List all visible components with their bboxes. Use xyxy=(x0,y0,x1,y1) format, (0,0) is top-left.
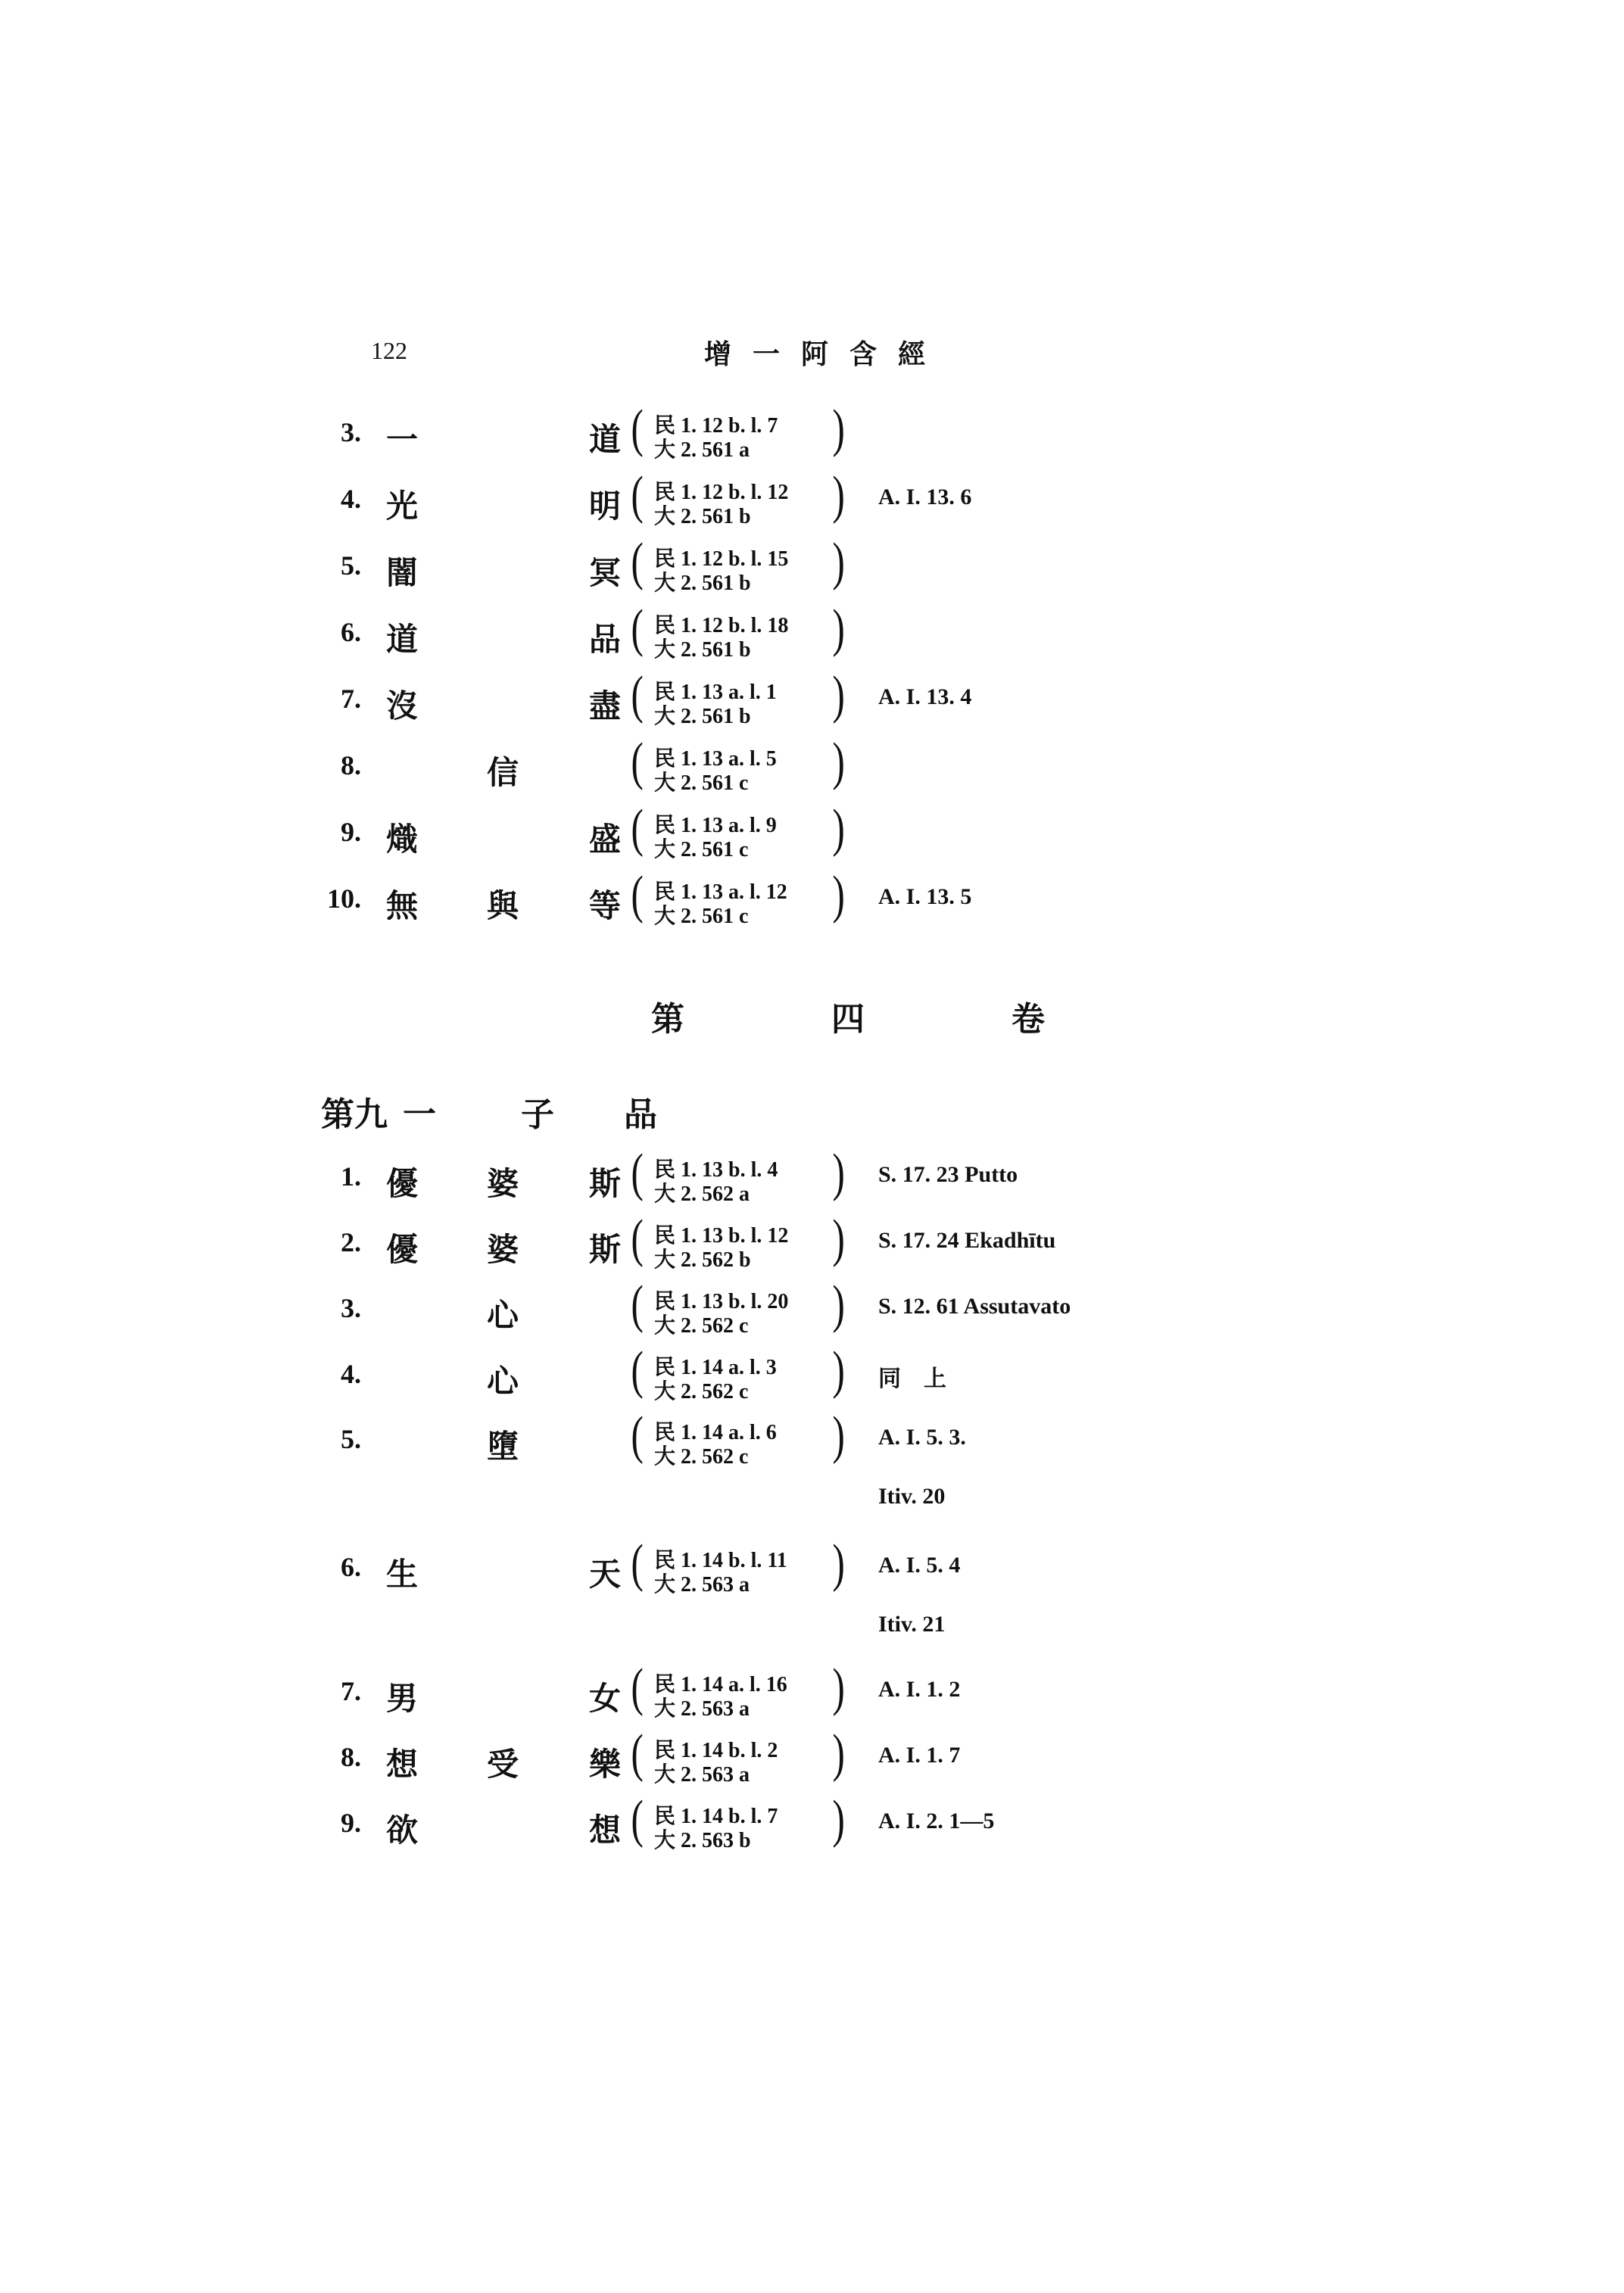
reference-line: 大 2. 563 a xyxy=(654,1573,750,1597)
entry-title-char: 光 xyxy=(386,488,419,525)
entry-row xyxy=(0,1144,1624,1206)
volume-heading xyxy=(651,992,1045,1040)
reference-line: 民 1. 13 b. l. 4 xyxy=(654,1158,778,1182)
bracket-right: ) xyxy=(832,866,845,924)
entry-number: 3. xyxy=(341,1293,361,1323)
bracket-right: ) xyxy=(832,533,845,591)
reference-line: 民 1. 13 a. l. 5 xyxy=(654,747,777,771)
pali-parallel: S. 12. 61 Assutavato xyxy=(878,1294,1071,1319)
chapter-heading-char: 品 xyxy=(624,1095,657,1134)
entry-title-char: 熾 xyxy=(386,821,419,858)
entry-number: 4. xyxy=(341,484,361,514)
bracket-right: ) xyxy=(832,799,845,858)
reference-line: 民 1. 14 b. l. 2 xyxy=(654,1739,778,1762)
entry-title-char: 道 xyxy=(589,421,622,458)
source-reference xyxy=(631,400,853,462)
entry-row xyxy=(0,733,1624,795)
entry-title-char: 道 xyxy=(386,621,419,658)
entry-row xyxy=(0,1724,1624,1787)
entry-row xyxy=(0,1341,1624,1404)
reference-line: 大 2. 561 b xyxy=(654,505,751,528)
reference-line: 民 1. 12 b. l. 18 xyxy=(654,614,789,637)
source-reference xyxy=(631,1790,853,1852)
reference-line: 民 1. 13 a. l. 12 xyxy=(654,880,787,904)
entry-title-char: 一 xyxy=(386,421,419,458)
source-reference xyxy=(631,1407,853,1469)
bracket-right: ) xyxy=(832,733,845,791)
pali-parallel: A. I. 1. 7 xyxy=(878,1743,961,1768)
entry-title-char: 欲 xyxy=(386,1812,419,1849)
entry-number: 9. xyxy=(341,1808,361,1838)
bracket-right: ) xyxy=(832,1724,845,1783)
entry-title-char: 優 xyxy=(386,1231,419,1268)
entry-row xyxy=(0,466,1624,528)
entry-title-char: 明 xyxy=(589,488,622,525)
entry-title-char: 等 xyxy=(589,887,622,924)
reference-line: 民 1. 14 a. l. 16 xyxy=(654,1673,787,1696)
bracket-left: ( xyxy=(631,1659,644,1717)
bracket-right: ) xyxy=(832,1790,845,1849)
entry-title-char: 樂 xyxy=(589,1746,622,1783)
entry-number: 8. xyxy=(341,750,361,780)
entry-title-char: 盡 xyxy=(589,687,622,724)
entry-title-char: 闇 xyxy=(386,554,419,591)
source-reference xyxy=(631,1341,853,1404)
source-reference xyxy=(631,1144,853,1206)
reference-line: 民 1. 14 b. l. 7 xyxy=(654,1805,778,1828)
reference-line: 民 1. 13 a. l. 9 xyxy=(654,814,777,837)
source-reference xyxy=(631,799,853,861)
reference-line: 民 1. 12 b. l. 7 xyxy=(654,414,778,438)
volume-heading-char: 卷 xyxy=(1011,1000,1045,1039)
entry-row xyxy=(0,533,1624,595)
entry-title-char: 無 xyxy=(386,887,419,924)
entry-title-char: 生 xyxy=(386,1556,419,1593)
entry-row xyxy=(0,600,1624,662)
chapter-heading-char: 一 xyxy=(403,1095,436,1134)
reference-line: 大 2. 563 a xyxy=(654,1697,750,1721)
entry-row xyxy=(0,666,1624,728)
pali-parallel-continued: Itiv. 21 xyxy=(878,1612,946,1637)
entry-row xyxy=(0,1790,1624,1852)
reference-line: 大 2. 563 b xyxy=(654,1829,751,1852)
reference-line: 民 1. 13 b. l. 20 xyxy=(654,1290,789,1313)
chapter-heading-prefix: 第九 xyxy=(321,1095,388,1134)
reference-line: 大 2. 562 a xyxy=(654,1182,750,1206)
entry-title-char: 與 xyxy=(487,887,519,924)
bracket-left: ( xyxy=(631,533,644,591)
bracket-right: ) xyxy=(832,1276,845,1334)
entry-row xyxy=(0,799,1624,861)
entry-title-char: 沒 xyxy=(386,687,419,724)
pali-parallel: A. I. 2. 1—5 xyxy=(878,1809,995,1833)
reference-line: 大 2. 561 b xyxy=(654,638,751,662)
source-reference xyxy=(631,466,853,528)
pali-parallel: A. I. 13. 4 xyxy=(878,684,972,709)
reference-line: 民 1. 14 b. l. 11 xyxy=(654,1549,787,1572)
bracket-right: ) xyxy=(832,1659,845,1717)
running-title: 增一阿含經 xyxy=(704,338,947,370)
entry-number: 5. xyxy=(341,550,361,581)
bracket-left: ( xyxy=(631,733,644,791)
entry-row xyxy=(0,866,1624,928)
entry-number: 8. xyxy=(341,1742,361,1772)
source-reference xyxy=(631,1724,853,1787)
entry-number: 6. xyxy=(341,1552,361,1582)
reference-line: 民 1. 14 a. l. 6 xyxy=(654,1421,777,1444)
entry-number: 2. xyxy=(341,1227,361,1257)
entry-title-char: 盛 xyxy=(589,821,622,858)
bracket-right: ) xyxy=(832,1534,845,1593)
pali-parallel: A. I. 1. 2 xyxy=(878,1677,961,1702)
entry-title-char: 心 xyxy=(487,1363,519,1400)
reference-line: 民 1. 14 a. l. 3 xyxy=(654,1356,777,1379)
bracket-left: ( xyxy=(631,799,644,858)
entry-row xyxy=(0,1210,1624,1272)
reference-line: 大 2. 561 c xyxy=(654,771,749,795)
bracket-right: ) xyxy=(832,600,845,658)
bracket-left: ( xyxy=(631,1210,644,1268)
entry-title-char: 想 xyxy=(589,1812,622,1849)
entry-row xyxy=(0,1534,1624,1637)
entry-title-char: 婆 xyxy=(487,1231,519,1268)
bracket-left: ( xyxy=(631,1534,644,1593)
pali-parallel: S. 17. 24 Ekadhītu xyxy=(878,1228,1056,1253)
source-reference xyxy=(631,600,853,662)
entry-row xyxy=(0,1407,1624,1509)
bracket-right: ) xyxy=(832,1144,845,1202)
pali-parallel: A. I. 13. 6 xyxy=(878,484,972,509)
bracket-left: ( xyxy=(631,1790,644,1849)
page-number: 122 xyxy=(371,337,407,364)
entry-title-char: 優 xyxy=(386,1165,419,1202)
entry-title-char: 天 xyxy=(589,1556,622,1593)
bracket-left: ( xyxy=(631,1276,644,1334)
entry-row xyxy=(0,1276,1624,1338)
source-reference xyxy=(631,1276,853,1338)
entry-number: 1. xyxy=(341,1161,361,1192)
reference-line: 民 1. 13 b. l. 12 xyxy=(654,1224,789,1248)
entry-row xyxy=(0,400,1624,462)
bracket-left: ( xyxy=(631,1144,644,1202)
pali-parallel: A. I. 13. 5 xyxy=(878,884,972,909)
reference-line: 大 2. 561 b xyxy=(654,572,751,595)
bracket-right: ) xyxy=(832,1210,845,1268)
reference-line: 大 2. 562 c xyxy=(654,1314,749,1338)
pali-parallel: A. I. 5. 4 xyxy=(878,1553,961,1578)
entry-number: 6. xyxy=(341,617,361,647)
entry-title-char: 冥 xyxy=(589,554,622,591)
source-reference xyxy=(631,1659,853,1721)
pali-parallel: A. I. 5. 3. xyxy=(878,1425,966,1450)
bracket-right: ) xyxy=(832,666,845,724)
bracket-right: ) xyxy=(832,466,845,525)
entry-title-char: 想 xyxy=(386,1746,419,1783)
bracket-left: ( xyxy=(631,400,644,458)
entry-number: 4. xyxy=(341,1359,361,1389)
reference-line: 大 2. 563 a xyxy=(654,1763,750,1787)
reference-line: 大 2. 561 c xyxy=(654,905,749,928)
bracket-left: ( xyxy=(631,466,644,525)
entry-title-char: 婆 xyxy=(487,1165,519,1202)
entry-title-char: 信 xyxy=(487,754,519,791)
entry-title-char: 墮 xyxy=(487,1428,519,1465)
pali-parallel: 同 上 xyxy=(878,1366,946,1391)
bracket-left: ( xyxy=(631,1341,644,1400)
bracket-right: ) xyxy=(832,1341,845,1400)
entry-title-char: 女 xyxy=(589,1680,622,1717)
entry-title-char: 斯 xyxy=(589,1231,622,1268)
volume-heading-char: 第 xyxy=(651,1000,684,1039)
entry-number: 5. xyxy=(341,1424,361,1454)
bracket-left: ( xyxy=(631,666,644,724)
pali-parallel: S. 17. 23 Putto xyxy=(878,1162,1018,1187)
reference-line: 民 1. 12 b. l. 12 xyxy=(654,481,789,504)
source-reference xyxy=(631,866,853,928)
bracket-left: ( xyxy=(631,866,644,924)
reference-line: 民 1. 12 b. l. 15 xyxy=(654,547,789,571)
reference-line: 大 2. 561 c xyxy=(654,838,749,861)
entry-title-char: 斯 xyxy=(589,1165,622,1202)
source-reference xyxy=(631,733,853,795)
source-reference xyxy=(631,666,853,728)
source-reference xyxy=(631,1534,853,1597)
entry-number: 7. xyxy=(341,684,361,714)
entry-title-char: 受 xyxy=(487,1746,519,1783)
reference-line: 大 2. 562 b xyxy=(654,1248,751,1272)
pali-parallel-continued: Itiv. 20 xyxy=(878,1484,946,1509)
reference-line: 大 2. 562 c xyxy=(654,1380,749,1404)
entry-number: 7. xyxy=(341,1676,361,1706)
bracket-left: ( xyxy=(631,1724,644,1783)
reference-line: 民 1. 13 a. l. 1 xyxy=(654,681,777,704)
bracket-right: ) xyxy=(832,400,845,458)
bracket-right: ) xyxy=(832,1407,845,1465)
source-reference xyxy=(631,1210,853,1272)
bracket-left: ( xyxy=(631,600,644,658)
entry-title-char: 品 xyxy=(589,621,622,658)
reference-line: 大 2. 561 a xyxy=(654,438,750,462)
volume-heading-char: 四 xyxy=(831,1000,865,1039)
entry-row xyxy=(0,1659,1624,1721)
entry-number: 9. xyxy=(341,817,361,847)
bracket-left: ( xyxy=(631,1407,644,1465)
chapter-heading-char: 子 xyxy=(521,1095,554,1134)
entry-number: 10. xyxy=(327,883,361,914)
source-reference xyxy=(631,533,853,595)
entry-number: 3. xyxy=(341,417,361,447)
entry-title-char: 心 xyxy=(487,1297,519,1334)
reference-line: 大 2. 561 b xyxy=(654,705,751,728)
entry-title-char: 男 xyxy=(386,1680,419,1717)
reference-line: 大 2. 562 c xyxy=(654,1445,749,1469)
